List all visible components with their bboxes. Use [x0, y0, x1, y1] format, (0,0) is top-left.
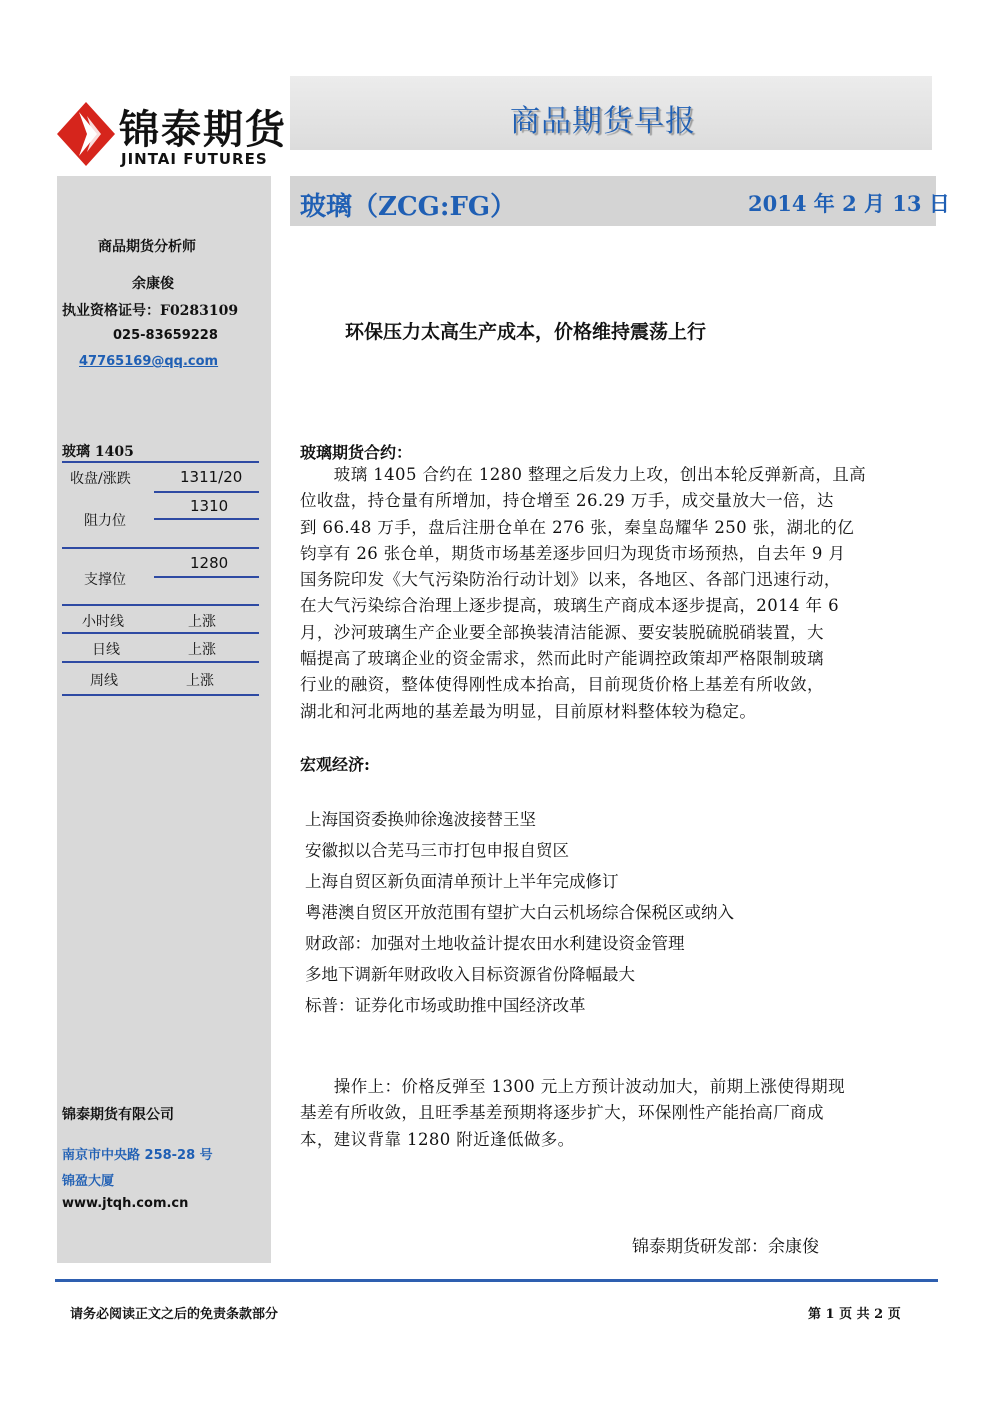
jintai-logo-icon — [57, 102, 115, 166]
footer-divider — [55, 1279, 938, 1282]
contract-table-title: 玻璃 1405 — [62, 444, 134, 460]
table-rule — [62, 694, 259, 696]
section-title-macro: 宏观经济: — [300, 755, 370, 774]
table-rule — [62, 632, 259, 634]
table-value-daily: 上涨 — [188, 642, 216, 658]
report-date: 2014 年 2 月 13 日 — [748, 191, 950, 216]
table-rule — [62, 604, 259, 606]
brand-name-cn: 锦泰期货 — [119, 107, 287, 153]
table-rule — [62, 547, 259, 549]
report-title: 商品期货早报 — [510, 104, 696, 139]
news-item: 标普：证券化市场或助推中国经济改革 — [305, 996, 586, 1015]
table-rule — [62, 461, 259, 463]
page-number: 第 1 页 共 2 页 — [808, 1307, 901, 1322]
table-value-close: 1311/20 — [180, 468, 243, 486]
analyst-role: 商品期货分析师 — [98, 239, 196, 255]
table-label-daily: 日线 — [92, 642, 120, 658]
table-label-resistance: 阻力位 — [84, 513, 126, 529]
company-address-line1: 南京市中央路 258-28 号 — [62, 1148, 213, 1163]
table-value-weekly: 上涨 — [186, 673, 214, 689]
table-label-hourly: 小时线 — [82, 614, 124, 630]
brand-name-en: JINTAI FUTURES — [121, 150, 268, 168]
operation-paragraph — [300, 1074, 928, 1153]
company-name: 锦泰期货有限公司 — [62, 1107, 174, 1123]
table-label-close: 收盘/涨跌 — [70, 471, 131, 487]
paragraph-line: 基差有所收敛，且旺季基差预期将逐步扩大，环保刚性产能抬高厂商成 — [300, 1103, 824, 1123]
company-address-line2: 锦盈大厦 — [62, 1174, 115, 1189]
paragraph-line: 月，沙河玻璃生产企业要全部换装清洁能源、要安装脱硫脱硝装置，大 — [300, 622, 824, 642]
table-value-support: 1280 — [190, 554, 229, 572]
company-logo — [57, 96, 287, 172]
paragraph-line: 在大气污染综合治理上逐步提高，玻璃生产商成本逐步提高，2014 年 6 — [300, 596, 839, 616]
report-signature: 锦泰期货研发部：余康俊 — [632, 1237, 819, 1257]
table-label-weekly: 周线 — [90, 673, 118, 689]
paragraph-line: 幅提高了玻璃企业的资金需求，然而此时产能调控政策却严格限制玻璃 — [300, 649, 824, 669]
paragraph-line: 位收盘，持仓量有所增加，持仓增至 26.29 万手，成交量放大一倍，达 — [300, 491, 834, 511]
analyst-phone: 025-83659228 — [113, 328, 218, 343]
footer-disclaimer: 请务必阅读正文之后的免责条款部分 — [70, 1307, 279, 1322]
section-title-glass-contract: 玻璃期货合约： — [300, 443, 413, 462]
analyst-license: 执业资格证号：F0283109 — [62, 303, 239, 319]
paragraph-line: 本，建议背靠 1280 附近逢低做多。 — [300, 1129, 575, 1149]
paragraph-line: 行业的融资，整体使得刚性成本抬高，目前现货价格上基差有所收敛， — [300, 675, 824, 695]
table-value-hourly: 上涨 — [188, 614, 216, 630]
table-rule — [154, 518, 259, 520]
table-rule — [154, 576, 259, 578]
analyst-name: 余康俊 — [132, 276, 174, 292]
glass-contract-paragraph — [300, 462, 928, 725]
paragraph-line: 国务院印发《大气污染防治行动计划》以来，各地区、各部门迅速行动， — [300, 570, 841, 590]
news-item: 安徽拟以合芜马三市打包申报自贸区 — [305, 841, 569, 860]
company-website-link[interactable]: www.jtqh.com.cn — [62, 1196, 189, 1211]
analyst-email-link[interactable]: 47765169@qq.com — [79, 354, 219, 369]
table-rule — [62, 661, 259, 663]
paragraph-line: 到 66.48 万手，盘后注册仓单在 276 张，秦皇岛耀华 250 张，湖北的亿 — [300, 517, 855, 537]
table-rule — [154, 491, 259, 493]
table-label-support: 支撑位 — [84, 572, 126, 588]
news-item: 粤港澳自贸区开放范围有望扩大白云机场综合保税区或纳入 — [305, 903, 734, 922]
paragraph-line: 玻璃 1405 合约在 1280 整理之后发力上攻，创出本轮反弹新高，且高 — [300, 465, 867, 484]
product-title: 玻璃（ZCG:FG） — [300, 192, 517, 222]
news-item: 多地下调新年财政收入目标资源省份降幅最大 — [305, 965, 635, 984]
report-headline: 环保压力太高生产成本，价格维持震荡上行 — [345, 321, 707, 343]
news-item: 上海自贸区新负面清单预计上半年完成修订 — [305, 872, 619, 891]
news-item: 上海国资委换帅徐逸波接替王坚 — [305, 810, 536, 829]
news-item: 财政部：加强对土地收益计提农田水利建设资金管理 — [305, 934, 685, 953]
paragraph-line: 湖北和河北两地的基差最为明显，目前原材料整体较为稳定。 — [300, 701, 757, 721]
table-value-resistance: 1310 — [190, 497, 229, 515]
paragraph-line: 操作上：价格反弹至 1300 元上方预计波动加大，前期上涨使得期现 — [300, 1077, 845, 1096]
paragraph-line: 钧享有 26 张仓单，期货市场基差逐步回归为现货市场预热，自去年 9 月 — [300, 543, 846, 563]
